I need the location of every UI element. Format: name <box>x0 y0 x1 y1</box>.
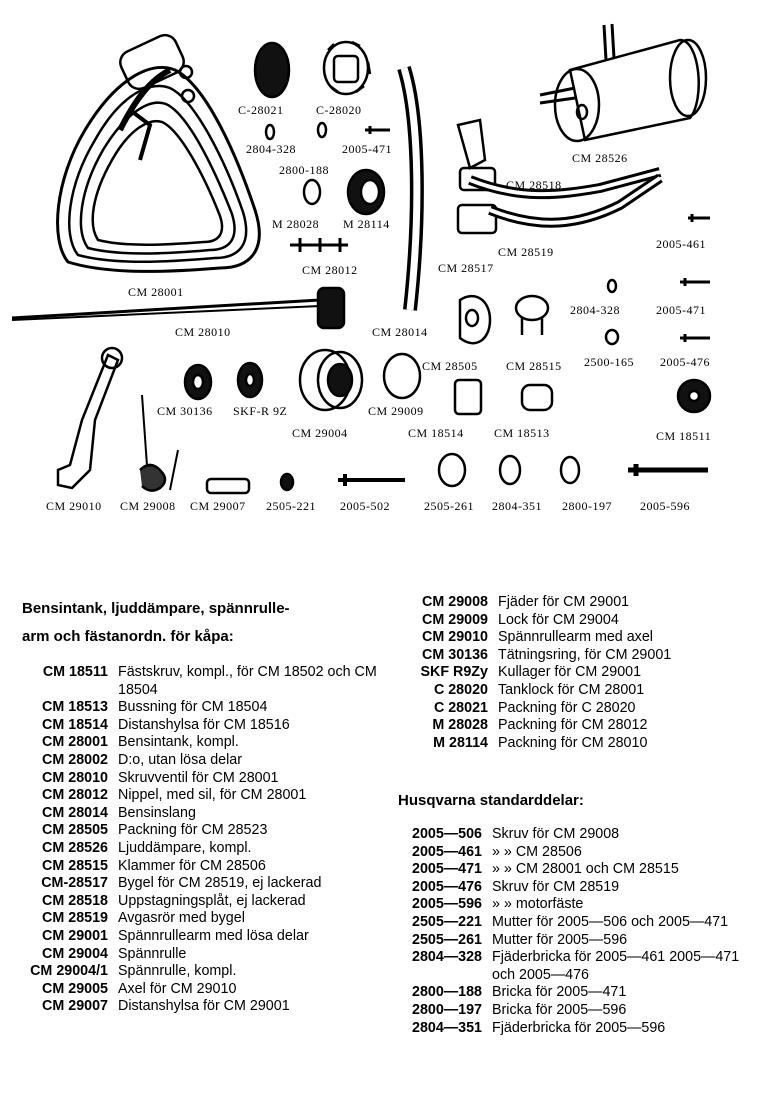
part-label: 2005-476 <box>660 355 710 369</box>
part-description: Bensinslang <box>118 804 196 821</box>
part-code: CM 29008 <box>422 594 488 610</box>
list-item <box>14 717 378 735</box>
part-description: Packning för CM 28010 <box>498 734 648 751</box>
part-description: Fästskruv, kompl., för CM 18502 och CM 18504 <box>118 664 377 698</box>
part-code: CM 28001 <box>42 734 108 751</box>
parts-list-continued <box>396 594 748 752</box>
part-code: 2005—471 <box>412 861 482 878</box>
part-label: 2505-221 <box>266 499 316 513</box>
part-description: Axel för CM 29010 <box>118 980 237 997</box>
list-item <box>398 1020 752 1038</box>
part-label: CM 29010 <box>46 499 102 513</box>
part-code: CM 18514 <box>42 716 108 733</box>
part-label: 2005-471 <box>656 303 706 317</box>
list-item <box>398 984 752 1002</box>
part-code: CM 28010 <box>42 769 108 786</box>
list-item <box>14 664 378 699</box>
part-label: CM 28012 <box>302 263 358 277</box>
part-code: CM 30136 <box>422 646 488 663</box>
part-description: Spännrullearm med axel <box>498 629 653 646</box>
section-heading-line1: Bensintank, ljuddämpare, spännrulle- <box>22 600 290 617</box>
list-item <box>14 981 378 999</box>
part-label: 2505-261 <box>424 499 474 513</box>
part-label: CM 28001 <box>128 285 184 299</box>
part-code: CM 29007 <box>42 998 108 1015</box>
part-description: Avgasrör med bygel <box>118 910 245 927</box>
list-item <box>14 787 378 805</box>
part-description: Packning för CM 28012 <box>498 717 648 734</box>
part-description: Skruv för CM 29008 <box>492 826 620 842</box>
fuel-tank-drawing <box>58 31 260 271</box>
part-code: M 28114 <box>433 734 488 751</box>
section-heading-line2: arm och fästanordn. för kåpa: <box>22 628 234 645</box>
part-label: 2804-328 <box>570 303 620 317</box>
part-code: 2800—197 <box>412 1001 482 1018</box>
list-item <box>396 700 748 718</box>
part-code: CM 28526 <box>42 839 108 856</box>
list-item <box>396 664 748 682</box>
part-label: M 28028 <box>272 217 320 231</box>
part-code: CM-28517 <box>41 875 108 892</box>
part-code: 2005—461 <box>412 843 482 860</box>
list-item <box>14 875 378 893</box>
part-description: Bricka för 2005—596 <box>492 1001 627 1018</box>
part-description: Lock för CM 29004 <box>498 611 619 628</box>
part-code: 2005—476 <box>412 878 482 895</box>
tensioner-arm-drawing <box>58 355 118 488</box>
list-item <box>396 647 748 665</box>
part-code: 2505—221 <box>412 913 482 930</box>
part-label: 2005-471 <box>342 142 392 156</box>
part-code: SKF R9Zy <box>420 664 488 681</box>
part-description: Bricka för 2005—471 <box>492 984 627 1001</box>
part-label: 2005-596 <box>640 499 690 513</box>
list-item <box>396 682 748 700</box>
part-description: Packning för C 28020 <box>498 699 636 716</box>
part-description: Packning för CM 28523 <box>118 822 268 839</box>
part-description: Skruv för CM 28519 <box>492 878 620 895</box>
part-code: CM 28012 <box>42 787 108 804</box>
part-label: C-28020 <box>316 103 362 117</box>
part-description: D:o, utan lösa delar <box>118 751 242 768</box>
part-description: Mutter för 2005—596 <box>492 931 628 948</box>
part-description: Bussning för CM 18504 <box>118 699 268 716</box>
list-item <box>398 1002 752 1020</box>
list-item <box>14 998 378 1016</box>
part-label: SKF-R 9Z <box>233 404 288 418</box>
part-label: CM 29008 <box>120 499 176 513</box>
part-label: CM 18513 <box>494 426 550 440</box>
part-code: 2005—506 <box>412 826 482 842</box>
list-item <box>14 752 378 770</box>
list-item <box>14 893 378 911</box>
part-code: CM 29005 <box>42 980 108 997</box>
part-label: 2005-461 <box>656 237 706 251</box>
part-description: Spännrullearm med lösa delar <box>118 927 309 944</box>
part-label: 2804-328 <box>246 142 296 156</box>
part-description: » » CM 28506 <box>492 843 582 860</box>
tank-cap-drawing <box>324 42 370 94</box>
part-label: 2800-197 <box>562 499 612 513</box>
part-code: CM 28002 <box>42 751 108 768</box>
part-description: Kullager för CM 29001 <box>498 664 642 681</box>
gasket-c28021-drawing <box>255 43 289 97</box>
part-code: C 28020 <box>433 681 488 698</box>
part-label: CM 29007 <box>190 499 246 513</box>
part-description: Tanklock för CM 28001 <box>498 681 645 698</box>
part-description: Nippel, med sil, för CM 28001 <box>118 787 307 804</box>
part-code: CM 28519 <box>42 910 108 927</box>
part-code: CM 18511 <box>42 664 108 680</box>
part-label: CM 28505 <box>422 359 478 373</box>
part-code: CM 28515 <box>42 857 108 874</box>
part-label: 2800-188 <box>279 163 329 177</box>
list-item <box>398 896 752 914</box>
part-description: Tätningsring, för CM 29001 <box>498 646 672 663</box>
muffler-drawing <box>540 24 706 141</box>
part-code: CM 29004 <box>42 945 108 962</box>
part-code: M 28028 <box>432 717 488 734</box>
part-code: CM 28014 <box>42 804 108 821</box>
part-code: CM 29010 <box>422 629 488 646</box>
part-label: CM 28515 <box>506 359 562 373</box>
part-description: Fjäder för CM 29001 <box>498 594 630 610</box>
list-item <box>396 735 748 753</box>
list-item <box>396 612 748 630</box>
part-description: » » motorfäste <box>492 896 584 913</box>
part-label: M 28114 <box>343 217 390 231</box>
part-code: 2800—188 <box>412 984 482 1001</box>
part-label: C-28021 <box>238 103 284 117</box>
part-label: CM 18511 <box>656 429 712 443</box>
part-label: 2804-351 <box>492 499 542 513</box>
list-item <box>398 861 752 879</box>
list-item <box>398 826 752 844</box>
list-item <box>14 770 378 788</box>
part-label: CM 28519 <box>498 245 554 259</box>
nut-m28114-drawing <box>348 170 384 214</box>
part-code: 2505—261 <box>412 931 482 948</box>
list-item <box>396 629 748 647</box>
part-label: CM 29009 <box>368 404 424 418</box>
list-item <box>14 734 378 752</box>
part-label: CM 28517 <box>438 261 494 275</box>
list-item <box>398 932 752 950</box>
part-description: Distanshylsa för CM 18516 <box>118 716 290 733</box>
list-item <box>14 910 378 928</box>
part-label: 2500-165 <box>584 355 634 369</box>
pulley-drawing <box>300 350 362 410</box>
part-label: CM 28518 <box>506 178 562 192</box>
part-description: Spännrulle <box>118 945 187 962</box>
part-label: CM 28014 <box>372 325 428 339</box>
part-description: Distanshylsa för CM 29001 <box>118 998 290 1015</box>
part-code: CM 29009 <box>422 611 488 628</box>
list-item <box>398 844 752 862</box>
part-code: CM 18513 <box>42 699 108 716</box>
part-label: CM 28010 <box>175 325 231 339</box>
list-item <box>14 946 378 964</box>
list-item <box>398 914 752 932</box>
list-item <box>14 822 378 840</box>
part-label: CM 29004 <box>292 426 348 440</box>
part-description: Ljuddämpare, kompl. <box>118 839 252 856</box>
list-item <box>14 805 378 823</box>
list-item <box>396 594 748 612</box>
list-item <box>398 879 752 897</box>
list-item <box>14 858 378 876</box>
part-description: Fjäderbricka för 2005—461 2005—471 och 2005—476 <box>492 949 740 983</box>
part-label: CM 30136 <box>157 404 213 418</box>
part-description: Spännrulle, kompl. <box>118 963 237 980</box>
part-label: 2005-502 <box>340 499 390 513</box>
part-description: Mutter för 2005—506 och 2005—471 <box>492 913 729 930</box>
list-item <box>396 717 748 735</box>
part-description: Bensintank, kompl. <box>118 734 239 751</box>
standard-parts-list <box>398 826 752 1037</box>
part-code: CM 28505 <box>42 822 108 839</box>
part-code: 2005—596 <box>412 896 482 913</box>
part-code: 2804—328 <box>412 949 482 966</box>
part-description: Bygel för CM 28519, ej lackerad <box>118 875 322 892</box>
part-code: CM 28518 <box>42 892 108 909</box>
part-description: Skruvventil för CM 28001 <box>118 769 279 786</box>
list-item <box>14 840 378 858</box>
parts-illustration <box>12 24 710 493</box>
list-item <box>14 963 378 981</box>
part-label: CM 28526 <box>572 151 628 165</box>
part-code: CM 29004/1 <box>30 963 108 980</box>
list-item <box>14 928 378 946</box>
part-description: Klammer för CM 28506 <box>118 857 266 874</box>
part-code: 2804—351 <box>412 1019 482 1036</box>
part-code: CM 29001 <box>42 927 108 944</box>
parts-list-main <box>14 664 378 1016</box>
part-label: CM 18514 <box>408 426 464 440</box>
part-code: C 28021 <box>433 699 488 716</box>
part-description: Uppstagningsplåt, ej lackerad <box>118 892 306 909</box>
part-description: Fjäderbricka för 2005—596 <box>492 1019 666 1036</box>
standard-parts-heading: Husqvarna standarddelar: <box>398 792 584 809</box>
list-item <box>398 949 752 984</box>
part-description: » » CM 28001 och CM 28515 <box>492 861 679 878</box>
list-item <box>14 699 378 717</box>
